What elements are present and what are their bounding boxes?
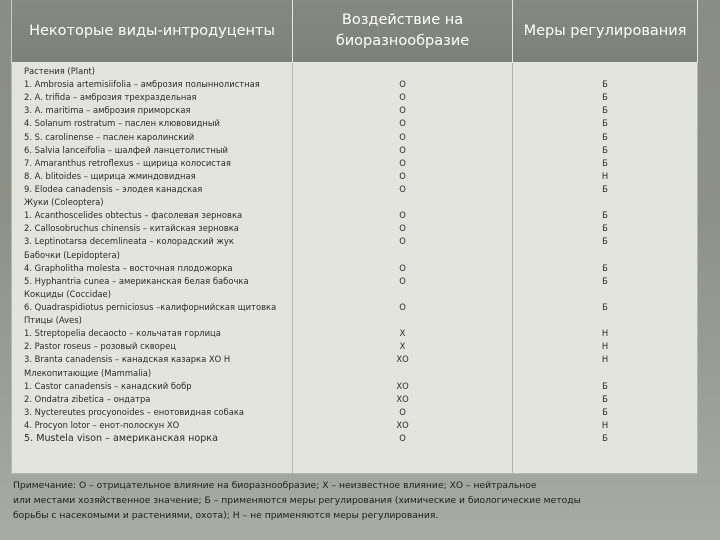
species-line: 6. Salvia lanceifolia – шалфей ланцетолистный <box>24 144 228 155</box>
introduced-species-table <box>11 0 698 474</box>
regulation-value: Б <box>602 92 608 103</box>
regulation-value: Б <box>602 393 608 404</box>
regulation-value: Б <box>602 262 608 273</box>
regulation-value <box>513 196 697 209</box>
impact-value: ХО <box>396 354 409 365</box>
regulation-value: Б <box>602 223 608 234</box>
species-line: 2. Ondatra zibetica – ондатра <box>24 393 151 404</box>
impact-value: О <box>399 79 406 90</box>
table-header-row <box>12 0 698 63</box>
species-line: 1. Streptopelia decaocto – кольчатая горлица <box>24 328 221 339</box>
species-line: 2. Pastor roseus – розовый скворец <box>24 341 176 352</box>
species-line: 1. Castor canadensis – канадский бобр <box>24 380 192 391</box>
species-line: 4. Solanum rostratum – паслен клювовидный <box>24 118 220 129</box>
impact-value: О <box>399 433 406 444</box>
impact-value: ХО <box>396 393 409 404</box>
regulation-value: Б <box>602 406 608 417</box>
species-line: Кокциды (Coccidae) <box>24 288 111 299</box>
regulation-value: Б <box>602 105 608 116</box>
header-species: Некоторые виды-интродуценты <box>12 0 293 63</box>
regulation-value: Н <box>601 419 609 430</box>
impact-value: О <box>399 223 406 234</box>
regulation-value: Б <box>602 275 608 286</box>
regulation-value: Б <box>602 210 608 221</box>
species-line: 1. Ambrosia artemisiifolia – амброзия полыннолистная <box>24 79 260 90</box>
impact-value: О <box>399 105 406 116</box>
species-line: 5. Hyphantria cunea – американская белая бабочка <box>24 275 249 286</box>
impact-value: О <box>399 92 406 103</box>
impact-value: О <box>399 118 406 129</box>
regulation-value: Б <box>602 183 608 194</box>
impact-value <box>293 288 512 301</box>
species-line: Птицы (Aves) <box>24 315 82 326</box>
impact-value: О <box>399 144 406 155</box>
impact-value: О <box>399 301 406 312</box>
species-line: Млекопитающие (Mammalia) <box>24 367 152 378</box>
species-line: 2. Callosobruchus chinensis – китайская зерновка <box>24 223 239 234</box>
impact-value <box>293 65 512 78</box>
table-body-row <box>12 63 698 474</box>
species-line: 1. Acanthoscelides obtectus – фасолевая зерновка <box>24 210 243 221</box>
species-line: 3. Leptinotarsa decemlineata – колорадский жук <box>24 236 234 247</box>
impact-value: О <box>399 210 406 221</box>
impact-value: О <box>399 170 406 181</box>
species-line: 6. Quadraspidiotus perniciosus –калифорнийская щитовка <box>24 301 277 312</box>
impact-value <box>293 196 512 209</box>
regulation-value: Б <box>602 118 608 129</box>
impact-value <box>293 367 512 380</box>
regulation-value: Б <box>602 144 608 155</box>
regulation-value: Н <box>601 354 609 365</box>
species-line: Бабочки (Lepidoptera) <box>24 249 120 260</box>
species-line: Растения (Plant) <box>24 66 96 76</box>
species-line: 9. Elodea canadensis – элодея канадская <box>24 183 203 194</box>
impact-value: О <box>399 406 406 417</box>
impact-value: О <box>399 236 406 247</box>
regulation-value <box>513 314 697 327</box>
species-line: 5. S. carolinense – паслен каролинский <box>24 131 195 142</box>
impact-cell <box>293 63 513 474</box>
impact-value: О <box>399 157 406 168</box>
regulation-value <box>513 65 697 78</box>
species-line: 4. Procyon lotor – енот-полоскун ХО <box>24 419 180 430</box>
regulation-value <box>513 288 697 301</box>
regulation-value: Б <box>602 236 608 247</box>
regulation-value <box>513 249 697 262</box>
species-line: 3. Branta canadensis – канадская казарка ХО Н <box>24 354 231 365</box>
note-line: или местами хозяйственное значение; Б – применяются меры регулирования (химические и биологические методы <box>13 495 581 506</box>
regulation-value: Б <box>602 433 608 444</box>
regulation-cell <box>513 63 698 474</box>
species-line: 8. A. blitoides – щирица жминдовидная <box>24 170 196 181</box>
header-impact: Воздействие на биоразнообразие <box>293 0 513 63</box>
legend-note <box>13 478 703 523</box>
regulation-value: Б <box>602 380 608 391</box>
species-line: 3. A. maritima – амброзия приморская <box>24 105 191 116</box>
species-line: 4. Grapholitha molesta – восточная плодожорка <box>24 262 233 273</box>
species-line: 7. Amaranthus retroflexus – щирица колосистая <box>24 157 231 168</box>
species-line: 5. Mustela vison – американская норка <box>24 433 218 445</box>
note-line: Примечание: О – отрицательное влияние на биоразнообразие; Х – неизвестное влияние; ХО – нейтральное <box>13 480 537 491</box>
impact-value: Х <box>399 341 406 352</box>
impact-value: О <box>399 183 406 194</box>
impact-value: О <box>399 275 406 286</box>
regulation-value: Б <box>602 79 608 90</box>
regulation-value: Б <box>602 131 608 142</box>
impact-value <box>293 314 512 327</box>
impact-value: О <box>399 262 406 273</box>
species-cell <box>12 63 293 474</box>
species-line: 2. A. trifida – амброзия трехраздельная <box>24 92 197 103</box>
regulation-value: Б <box>602 301 608 312</box>
impact-value <box>293 249 512 262</box>
species-line: Жуки (Coleoptera) <box>24 197 104 208</box>
species-line: 3. Nyctereutes procyonoides – енотовидная собака <box>24 406 245 417</box>
impact-value: О <box>399 131 406 142</box>
regulation-value: Н <box>601 328 609 339</box>
regulation-value: Б <box>602 157 608 168</box>
impact-value: ХО <box>396 419 409 430</box>
regulation-value: Н <box>601 170 609 181</box>
regulation-value <box>513 367 697 380</box>
header-regulation: Меры регулирования <box>513 0 698 63</box>
impact-value: Х <box>399 328 406 339</box>
impact-value: ХО <box>396 380 409 391</box>
regulation-value: Н <box>601 341 609 352</box>
note-line: борьбы с насекомыми и растениями, охота); Н – не применяются меры регулирования. <box>13 510 439 521</box>
